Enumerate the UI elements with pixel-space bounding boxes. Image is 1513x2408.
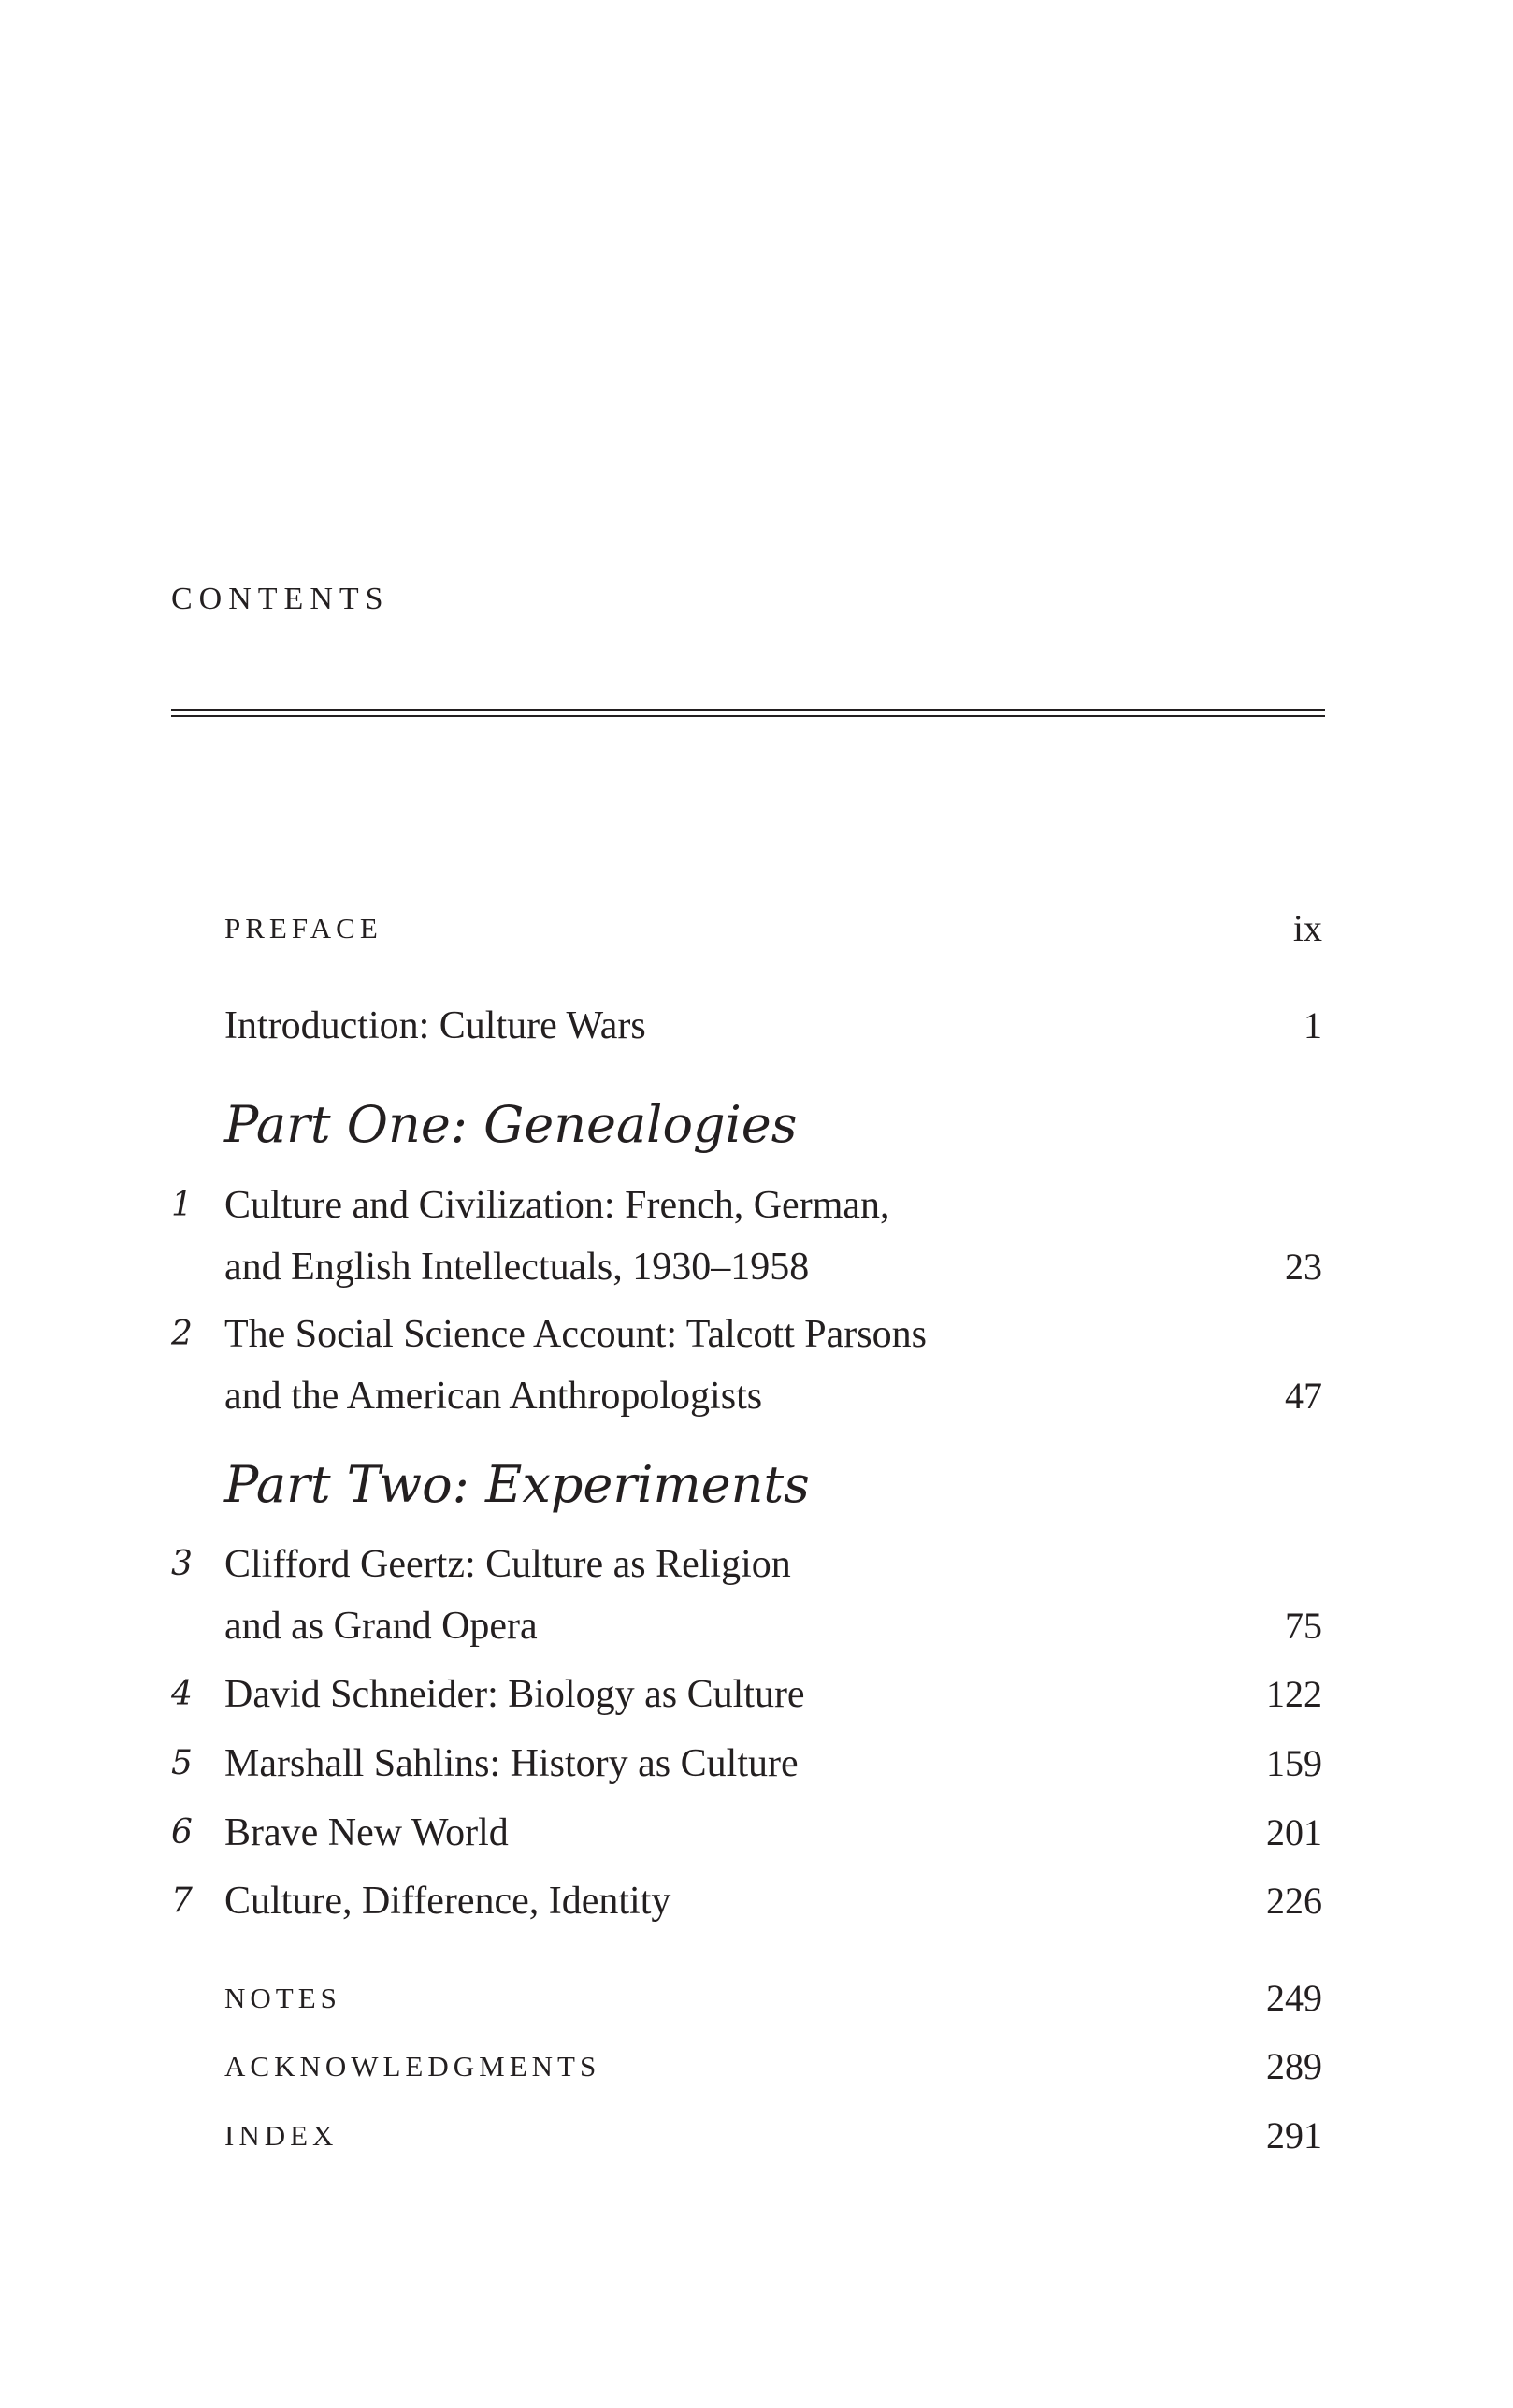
chapter-number: 7 — [171, 1882, 193, 1920]
chapter-number: 6 — [171, 1813, 193, 1852]
toc-entry-label: PREFACE — [224, 912, 382, 944]
chapter-title-line: and as Grand Opera — [224, 1605, 538, 1648]
page-title: CONTENTS — [171, 582, 390, 616]
chapter-number: 1 — [171, 1186, 193, 1224]
chapter-number: 3 — [171, 1545, 193, 1583]
toc-entry-index — [0, 2108, 1513, 2164]
chapter-number: 2 — [171, 1315, 193, 1353]
chapter-page: 201 — [1266, 1811, 1322, 1853]
toc-entry-page: 1 — [1304, 1004, 1322, 1046]
toc-chapter-4 — [0, 1666, 1513, 1723]
title-rule-bottom — [171, 715, 1325, 717]
toc-entry-label: ACKNOWLEDGMENTS — [224, 2050, 601, 2083]
chapter-title-line: Brave New World — [224, 1811, 509, 1854]
toc-entry-label: INDEX — [224, 2119, 339, 2152]
chapter-title-line: and the American Anthropologists — [224, 1375, 763, 1418]
chapter-title-line: Clifford Geertz: Culture as Religion — [224, 1543, 791, 1586]
toc-chapter-7 — [0, 1873, 1513, 1929]
chapter-page: 122 — [1266, 1673, 1322, 1715]
toc-chapter-5 — [0, 1736, 1513, 1792]
toc-entry-notes — [0, 1970, 1513, 2026]
toc-entry-page: ix — [1292, 907, 1322, 949]
chapter-title-line: and English Intellectuals, 1930–1958 — [224, 1246, 810, 1289]
part-heading-one: Part One: Genealogies — [224, 1095, 798, 1154]
chapter-page: 159 — [1266, 1742, 1322, 1784]
chapter-page: 75 — [1285, 1605, 1322, 1647]
toc-chapter-6 — [0, 1805, 1513, 1861]
chapter-page: 23 — [1285, 1246, 1322, 1288]
toc-entry-page: 249 — [1266, 1977, 1322, 2019]
chapter-title-line: David Schneider: Biology as Culture — [224, 1673, 805, 1716]
chapter-title-line: Culture, Difference, Identity — [224, 1880, 671, 1923]
toc-entry-preface — [0, 901, 1513, 957]
toc-entry-label: Introduction: Culture Wars — [224, 1004, 646, 1047]
toc-entry-introduction — [0, 998, 1513, 1054]
chapter-title-line: Culture and Civilization: French, German, — [224, 1184, 890, 1227]
chapter-number: 5 — [171, 1744, 193, 1782]
chapter-title-line: Marshall Sahlins: History as Culture — [224, 1742, 799, 1785]
toc-entry-label: NOTES — [224, 1982, 341, 2014]
title-rule-top — [171, 709, 1325, 711]
part-heading-two: Part Two: Experiments — [224, 1455, 810, 1514]
chapter-page: 47 — [1285, 1375, 1322, 1417]
chapter-number: 4 — [171, 1675, 193, 1713]
chapter-page: 226 — [1266, 1880, 1322, 1922]
toc-entry-page: 289 — [1266, 2045, 1322, 2087]
chapter-title-line: The Social Science Account: Talcott Parsons — [224, 1313, 927, 1356]
toc-entry-acknowledgments — [0, 2039, 1513, 2095]
toc-entry-page: 291 — [1266, 2114, 1322, 2156]
